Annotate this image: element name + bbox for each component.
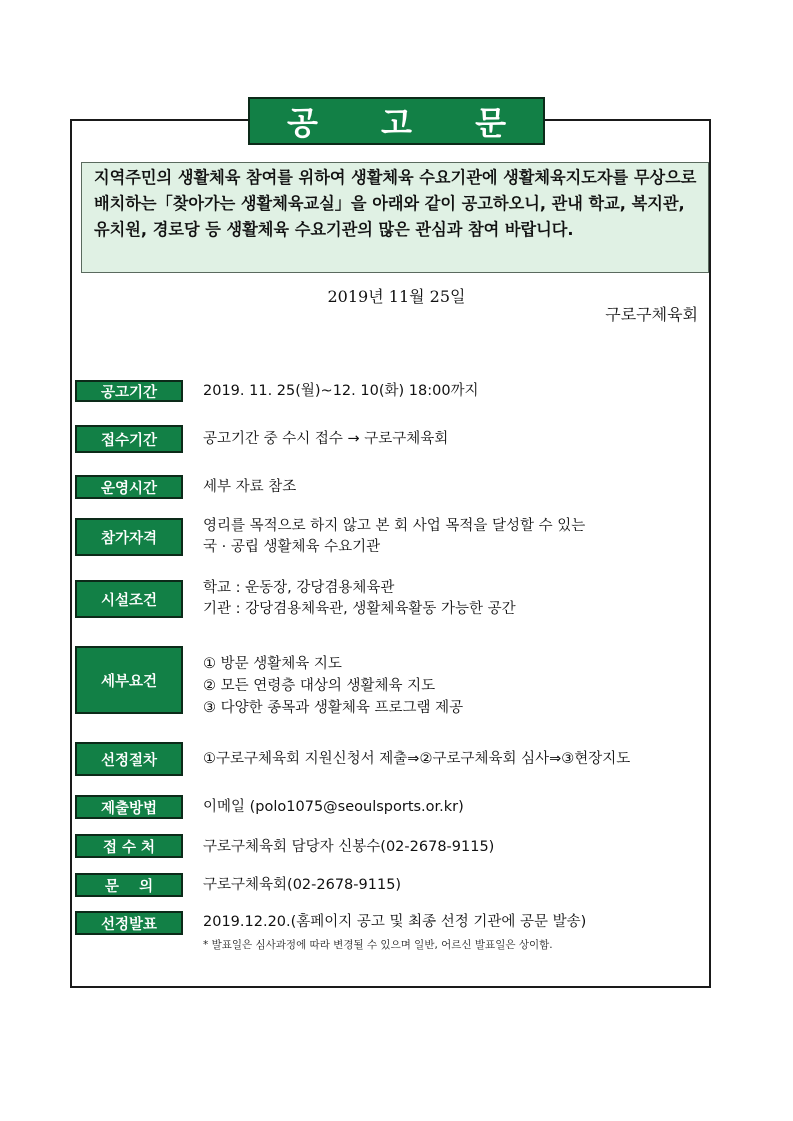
- intro-paragraph: 지역주민의 생활체육 참여를 위하여 생활체육 수요기관에 생활체육지도자를 무상으로 배치하는「찾아가는 생활체육교실」을 아래와 같이 공고하오니, 관내 학교, 복지관, 유치원, 경로당 등 생활체육 수요기관의 많은 관심과 참여 바랍니다.: [81, 162, 709, 273]
- value-line: ③ 다양한 종목과 생활체육 프로그램 제공: [203, 700, 464, 716]
- value-line: ①구로구체육회 지원신청서 제출⇒②구로구체육회 심사⇒③현장지도: [203, 751, 631, 767]
- notice-title: 공 고 문: [248, 97, 545, 145]
- value-line: 학교 : 운동장, 강당겸용체육관: [203, 580, 395, 596]
- value-line: 영리를 목적으로 하지 않고 본 회 사업 목적을 달성할 수 있는: [203, 518, 586, 534]
- value-detailed-requirements: [203, 653, 703, 719]
- label-facility-conditions: 시설조건: [75, 580, 183, 618]
- value-line: 구로구체육회(02-2678-9115): [203, 877, 402, 893]
- issuing-organization: 구로구체육회: [605, 305, 698, 324]
- value-operating-hours: [203, 477, 703, 498]
- value-selection-announcement: [203, 912, 703, 933]
- value-line: ① 방문 생활체육 지도: [203, 656, 342, 672]
- value-line: 세부 자료 참조: [203, 479, 297, 495]
- value-reception-period: [203, 429, 703, 450]
- value-line: 이메일 (polo1075@seoulsports.or.kr): [203, 799, 464, 815]
- value-announcement-period: [203, 381, 703, 402]
- label-reception-period: 접수기간: [75, 425, 183, 453]
- footnote: * 발표일은 심사과정에 따라 변경될 수 있으며 일반, 어르신 발표일은 상이함.: [203, 939, 553, 951]
- notice-date: 2019년 11월 25일: [327, 287, 466, 306]
- value-line: 국 · 공립 생활체육 수요기관: [203, 539, 381, 555]
- label-operating-hours: 운영시간: [75, 475, 183, 499]
- value-line: 공고기간 중 수시 접수 → 구로구체육회: [203, 431, 449, 447]
- label-announcement-period: 공고기간: [75, 380, 183, 402]
- value-line: 2019.12.20.(홈페이지 공고 및 최종 선정 기관에 공문 발송): [203, 914, 587, 930]
- label-reception-office: 접 수 처: [75, 834, 183, 858]
- value-submission-method: [203, 797, 703, 818]
- value-eligibility: [203, 516, 703, 558]
- value-line: 구로구체육회 담당자 신봉수(02-2678-9115): [203, 839, 495, 855]
- label-selection-announcement: 선정발표: [75, 911, 183, 935]
- label-selection-procedure: 선정절차: [75, 742, 183, 776]
- value-line: 기관 : 강당겸용체육관, 생활체육활동 가능한 공간: [203, 601, 516, 617]
- label-inquiry: 문 의: [75, 873, 183, 897]
- value-line: 2019. 11. 25(월)~12. 10(화) 18:00까지: [203, 383, 479, 399]
- label-eligibility: 참가자격: [75, 518, 183, 556]
- value-reception-office: [203, 837, 703, 858]
- label-detailed-requirements: 세부요건: [75, 646, 183, 714]
- label-submission-method: 제출방법: [75, 795, 183, 819]
- value-selection-procedure: [203, 749, 703, 770]
- value-facility-conditions: [203, 578, 703, 620]
- value-inquiry: [203, 875, 703, 896]
- value-line: ② 모든 연령층 대상의 생활체육 지도: [203, 678, 436, 694]
